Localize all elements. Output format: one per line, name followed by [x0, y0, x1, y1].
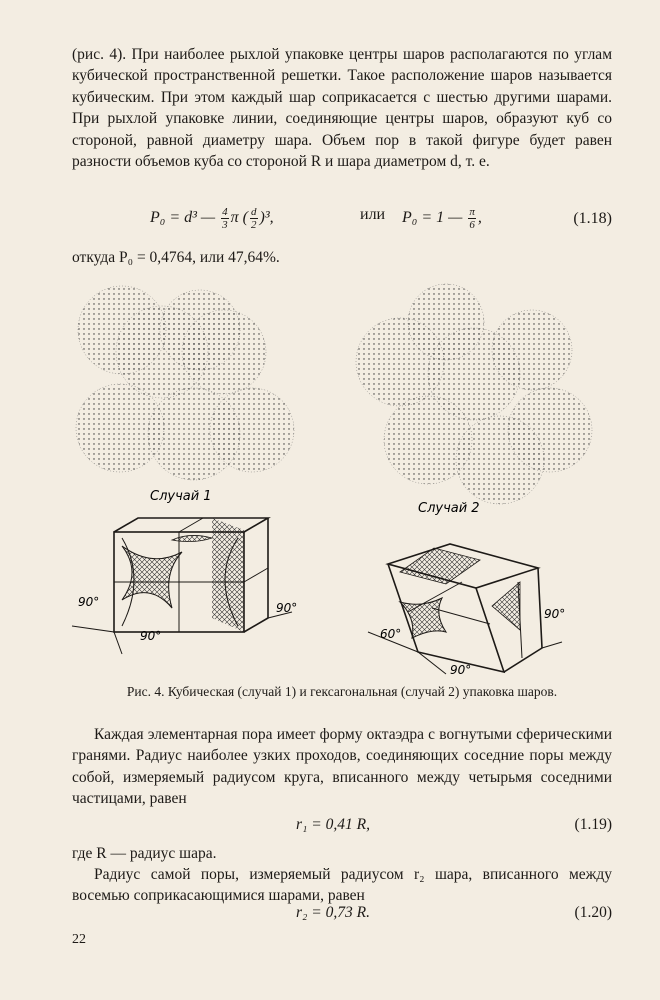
fraction-pi-6	[468, 206, 476, 231]
label-case-2: Случай 2	[418, 501, 480, 516]
fraction-den: 2	[251, 219, 257, 231]
fraction-4-3	[221, 206, 229, 231]
equation-number: (1.20)	[574, 904, 612, 921]
hatched-pore	[122, 546, 182, 608]
cubic-cell	[72, 518, 292, 654]
angle-90-left: 90°	[78, 595, 100, 609]
cube-exponent: ³,	[264, 209, 274, 227]
paragraph-pore-shape: Каждая элементарная пора имеет форму октаэдра с вогнутыми сферическими гранями. Радиус наиболее узких проходов, соединяющих соседние поры между собой, измеряемый радиусом круга, вписанного между четырьмя соседними частицами, равен	[72, 726, 612, 808]
equation-expression: r₂ = 0,73 R.	[296, 904, 370, 921]
fraction-num: 4	[222, 206, 228, 218]
equation-number: (1.19)	[574, 816, 612, 833]
fraction-d-2	[250, 206, 258, 231]
figure-caption: Рис. 4. Кубическая (случай 1) и гексагональная (случай 2) упаковка шаров.	[126, 684, 558, 699]
hexagonal-spheres	[356, 284, 592, 504]
cubic-spheres	[76, 286, 294, 480]
angle-90-bottom-right: 90°	[450, 663, 472, 677]
formula-or: или	[360, 206, 386, 223]
hatched-pore	[212, 518, 244, 632]
formula-lhs-text: P₀ = d³ —	[150, 209, 220, 227]
figure-packing	[62, 282, 622, 682]
hatched-pore	[492, 582, 520, 630]
formula-lhs: P₀ = d³ — $\frac{4}{3}$ π ( $\frac{d}{2}$ )³,	[150, 206, 274, 231]
formula-1-18	[72, 204, 612, 244]
pi-symbol: π	[230, 209, 239, 227]
formula-rhs-text: P₀ = 1 —	[402, 209, 467, 227]
paragraph-intro: (рис. 4). При наиболее рыхлой упаковке центры шаров располагаются по углам кубической пространственной решетки. Такое расположение шаров называется кубическим. При этом каждый шар соприкасается с шестью другими шарами. При рыхлой упаковке линии, соединяющие центры шаров, образуют куб со стороной, равной диаметру шара. Объем пор в такой фигуре будет равен разности объемов куба со стороной R и шара диаметром d, т. е.	[72, 46, 612, 171]
paragraph-where: где R — радиус шара.	[72, 845, 217, 862]
angle-90-right-cube: 90°	[544, 607, 566, 621]
hatched-pore	[172, 535, 212, 541]
hexagonal-cell	[368, 544, 562, 674]
sphere	[456, 416, 544, 504]
formula-comma: ,	[477, 209, 482, 227]
fraction-den: 3	[222, 219, 228, 231]
fraction-num: π	[469, 206, 475, 218]
fraction-num: d	[251, 206, 257, 218]
angle-90-right-left-cube: 90°	[276, 601, 298, 615]
angle-90-bottom-left: 90°	[140, 629, 162, 643]
sphere	[210, 388, 294, 472]
sphere	[116, 306, 208, 398]
equation-expression: r₁ = 0,41 R,	[296, 816, 370, 833]
fraction-den: 6	[469, 219, 475, 231]
paragraph-pore-radius: Радиус самой поры, измеряемый радиусом r₂ шара, вписанного между восемью соприкасающимися шарами, равен	[72, 866, 612, 905]
angle-60: 60°	[380, 627, 402, 641]
packing-illustration	[62, 282, 622, 682]
label-case-1: Случай 1	[150, 489, 212, 504]
equation-number: (1.18)	[573, 210, 612, 227]
formula-rhs	[402, 206, 482, 231]
paragraph-result: откуда P₀ = 0,4764, или 47,64%.	[72, 249, 280, 266]
angle-guide	[542, 642, 562, 648]
page-number: 22	[72, 932, 86, 947]
